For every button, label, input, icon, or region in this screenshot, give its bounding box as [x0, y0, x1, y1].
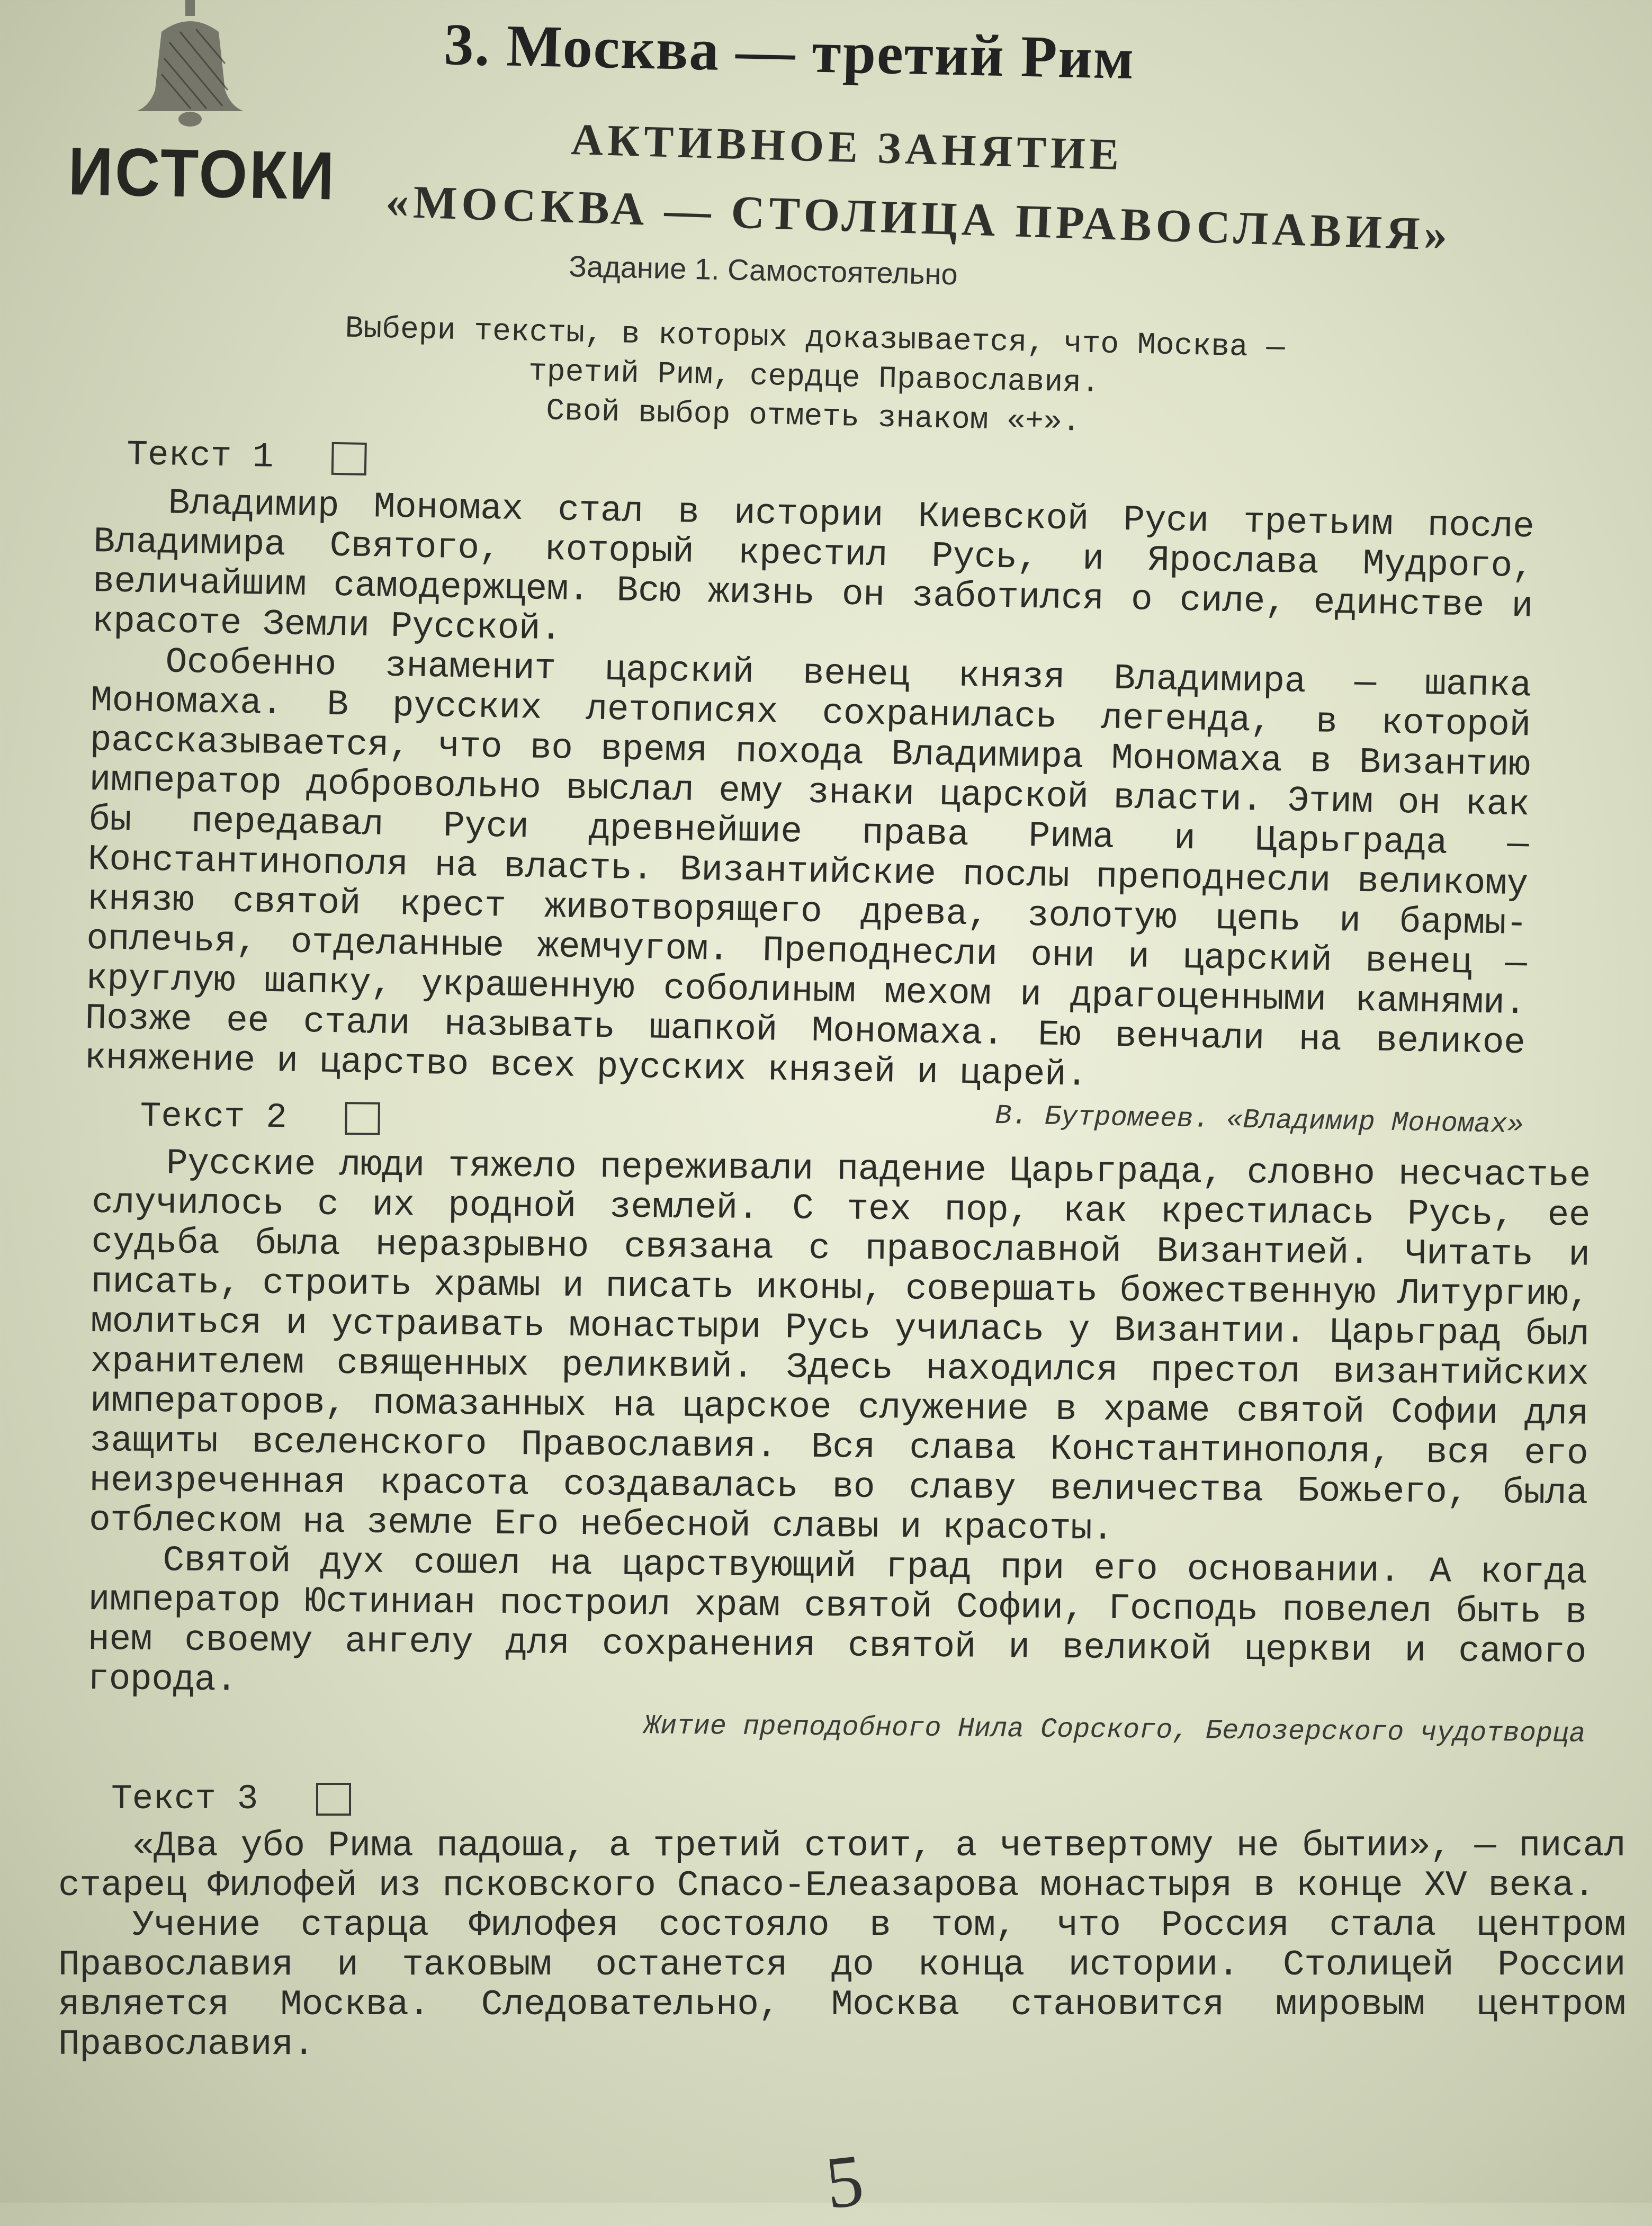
- text3-checkbox[interactable]: [316, 1783, 351, 1816]
- instruction-line: третий Рим, сердце Православия.: [528, 354, 1100, 401]
- text2-source: Житие преподобного Нила Сорского, Белозерского чудотворца: [643, 1710, 1586, 1750]
- text1-section: [84, 434, 1536, 1141]
- text2-section: [87, 1096, 1591, 1750]
- text2-checkbox[interactable]: [345, 1102, 381, 1135]
- text1-label: Текст 1: [126, 435, 274, 477]
- lesson-heading-line1: АКТИВНОЕ ЗАНЯТИЕ: [570, 114, 1124, 180]
- text1-paragraph: Особенно знаменит царский венец князя Владимира — шапка Мономаха. В русских летописях сохранилась легенда, в которой рассказывается, что во время похода Владимира Мономаха в Византию император добровольно выслал ему знаки царской власти. Этим он как бы передавал Руси древнейшие права Рима и Царьграда — Константинополя на власть. Византийские послы преподнесли великому князю святой крест животворящего древа, золотую цепь и бармы-оплечья, отделанные жемчугом. Преподнесли они и царский венец — круглую шапку, украшенную соболиным мехом и драгоценными камнями. Позже ее стали называть шапкой Мономаха. Ею венчали на великое княжение и царство всех русских князей и царей.: [84, 642, 1532, 1096]
- text3-heading: [111, 1779, 1626, 1819]
- task-title: Задание 1. Самостоятельно: [568, 249, 958, 291]
- page-number: 5: [822, 2139, 867, 2225]
- text3-paragraph: Учение старца Филофея состояло в том, что Россия стала центром Православия и таковым останется до конца истории. Столицей России является Москва. Следовательно, Москва становится мировым центром Православия.: [58, 1905, 1626, 2065]
- instruction: [230, 307, 1397, 449]
- text2-paragraph: Святой дух сошел на царствующий град при его основании. А когда император Юстиниан построил храм святой Софии, Господь повелел быть в нем своему ангелу для сохранения святой и великой церкви и самого города.: [87, 1540, 1587, 1701]
- text2-label: Текст 2: [140, 1096, 288, 1138]
- text1-paragraph: Владимир Мономах стал в истории Киевской Руси третьим после Владимира Святого, который крестил Русь, и Ярослава Мудрого, величайшим самодержцем. Всю жизнь он заботился о силе, единстве и красоте Земли Русской.: [92, 483, 1535, 650]
- bell-icon: [111, 0, 270, 127]
- text1-checkbox[interactable]: [331, 442, 367, 475]
- text3-section: [58, 1779, 1626, 2065]
- series-logo-text: ИСТОКИ: [67, 133, 337, 214]
- text3-label: Текст 3: [111, 1779, 258, 1819]
- text1-source: В. Бутромеев. «Владимир Мономах»: [994, 1100, 1524, 1141]
- instruction-line: Свой выбор отметь знаком «+».: [545, 394, 1081, 440]
- chapter-title: 3. Москва — третий Рим: [443, 11, 1136, 92]
- instruction-line: Выбери тексты, в которых доказывается, что Москва —: [344, 311, 1286, 366]
- text2-paragraph: Русские люди тяжело переживали падение Царьграда, словно несчастье случилось с их родной землей. С тех пор, как крестилась Русь, ее судьба была неразрывно связана с православной Византией. Читать и писать, строить храмы и писать иконы, совершать божественную Литургию, молиться и устраивать монастыри Русь училась у Византии. Царьград был хранителем священных реликвий. Здесь находился престол византийских императоров, помазанных на царское служение в храме святой Софии для защиты вселенского Православия. Вся слава Константинополя, вся его неизреченная красота создавалась во славу величества Божьего, была отблеском на земле Его небесной славы и красоты.: [88, 1143, 1591, 1550]
- lesson-heading-line2: «МОСКВА — СТОЛИЦА ПРАВОСЛАВИЯ»: [384, 175, 1452, 261]
- text3-paragraph: «Два убо Рима падоша, а третий стоит, а четвертому не бытии», — писал старец Филофей из псковского Спасо-Елеазарова монастыря в конце XV века.: [58, 1826, 1626, 1906]
